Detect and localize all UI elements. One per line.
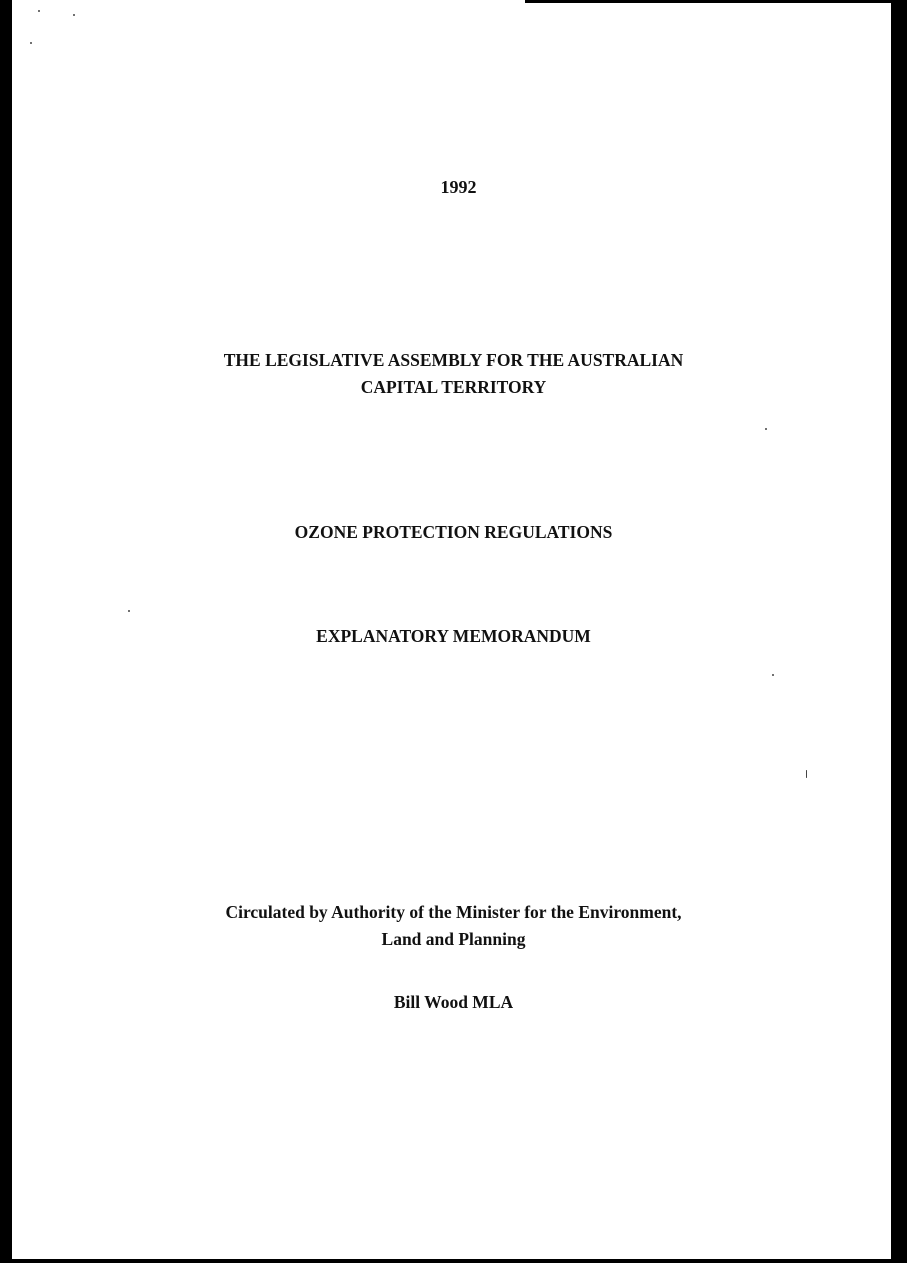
circulated-by-line-2: Land and Planning (381, 929, 526, 949)
regulations-title: OZONE PROTECTION REGULATIONS (294, 522, 613, 542)
scan-speck (128, 610, 130, 612)
scan-speck (38, 10, 40, 12)
scan-speck (772, 674, 774, 676)
minister-name: Bill Wood MLA (393, 992, 514, 1012)
document-year: 1992 (440, 177, 477, 197)
scan-speck (30, 42, 32, 44)
assembly-title-line-2: CAPITAL TERRITORY (360, 377, 547, 397)
memorandum-title: EXPLANATORY MEMORANDUM (316, 626, 591, 646)
assembly-title-line-1: THE LEGISLATIVE ASSEMBLY FOR THE AUSTRALIAN (223, 350, 684, 370)
scan-edge-top (525, 0, 907, 3)
scan-speck (73, 14, 75, 16)
scan-speck (806, 770, 807, 778)
scan-speck (765, 428, 767, 430)
circulated-by-line-1: Circulated by Authority of the Minister for the Environment, (225, 902, 682, 922)
scan-edge-bottom (0, 1259, 907, 1263)
